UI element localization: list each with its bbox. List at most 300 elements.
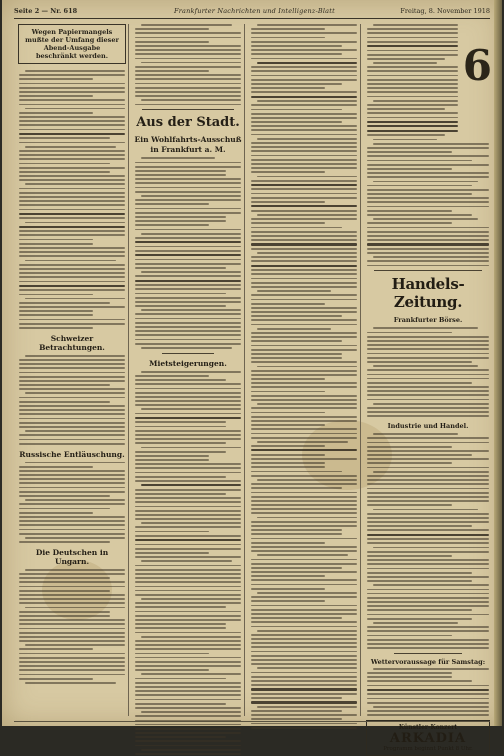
text-line — [251, 235, 357, 237]
text-line — [367, 108, 445, 110]
text-line — [135, 476, 226, 478]
text-line — [19, 276, 125, 278]
text-line — [135, 632, 241, 634]
heading-ungarn: Die Deutschen in Ungarn. — [35, 547, 109, 566]
text-line — [367, 231, 489, 233]
text-line — [135, 623, 226, 625]
article-body — [19, 355, 125, 445]
text-line — [367, 710, 489, 712]
text-line — [251, 218, 357, 220]
text-line — [251, 663, 357, 665]
text-line — [135, 334, 241, 336]
text-line — [251, 642, 357, 644]
text-line — [135, 383, 241, 385]
text-line — [367, 479, 489, 481]
text-line — [251, 727, 357, 729]
text-line — [257, 290, 331, 292]
text-line — [251, 273, 357, 275]
text-line — [135, 301, 241, 303]
text-line — [251, 345, 357, 347]
text-line — [135, 322, 241, 324]
text-line — [251, 525, 357, 527]
text-line — [135, 467, 241, 469]
text-line — [19, 112, 93, 114]
text-line — [135, 267, 226, 269]
text-line — [141, 560, 232, 562]
text-line — [367, 193, 472, 195]
text-line — [135, 627, 226, 629]
text-line — [19, 226, 125, 228]
text-line — [367, 593, 489, 595]
text-line — [19, 306, 125, 308]
text-line — [19, 376, 125, 378]
text-line — [367, 58, 445, 60]
text-line — [367, 626, 489, 628]
text-line — [373, 218, 478, 220]
text-line — [367, 693, 489, 695]
text-line — [135, 326, 241, 328]
text-line — [135, 246, 241, 248]
text-line — [141, 484, 241, 486]
text-line — [251, 412, 325, 414]
text-line — [251, 684, 357, 686]
newspaper-page — [2, 0, 502, 753]
text-line — [373, 547, 489, 549]
text-line — [19, 264, 125, 266]
text-line — [367, 201, 489, 203]
text-line — [257, 252, 357, 254]
text-line — [135, 442, 226, 444]
text-line — [367, 500, 489, 502]
text-line — [19, 247, 125, 249]
text-line — [367, 442, 489, 444]
article-body — [367, 668, 489, 716]
text-line — [367, 41, 458, 43]
text-line — [251, 420, 357, 422]
text-line — [367, 450, 489, 452]
text-line — [135, 284, 241, 286]
text-line — [251, 83, 342, 85]
article-body — [367, 327, 489, 417]
text-line — [25, 70, 125, 72]
text-line — [19, 516, 125, 518]
heading-russian: Russische Entläuschung. — [19, 449, 125, 459]
text-line — [19, 594, 125, 596]
ad-subline: Programm beginnt Punkt 8 Uhr. — [383, 746, 473, 753]
text-line — [19, 632, 125, 634]
text-line — [251, 466, 325, 468]
text-line — [251, 416, 357, 418]
text-line — [19, 213, 125, 215]
text-line — [367, 252, 489, 254]
text-line — [135, 544, 241, 546]
text-line — [251, 91, 357, 93]
text-line — [367, 437, 489, 439]
text-line — [19, 175, 125, 177]
text-line — [367, 210, 452, 212]
text-line — [251, 634, 357, 636]
text-line — [19, 384, 110, 386]
text-line — [135, 237, 241, 239]
text-line — [251, 621, 357, 623]
text-line — [135, 78, 241, 80]
text-line — [135, 191, 241, 193]
text-line — [373, 622, 458, 624]
text-line — [251, 79, 357, 81]
text-line — [251, 500, 357, 502]
text-line — [135, 569, 241, 571]
article-body — [19, 462, 125, 543]
text-line — [135, 703, 226, 705]
text-line — [135, 275, 241, 277]
text-line — [251, 265, 357, 267]
text-line — [251, 718, 342, 720]
article-body — [19, 569, 125, 684]
text-line — [19, 426, 125, 428]
text-line — [251, 646, 357, 648]
text-line — [19, 217, 125, 219]
text-line — [135, 58, 241, 60]
text-line — [367, 680, 472, 682]
text-line — [251, 180, 357, 182]
text-line — [251, 382, 357, 384]
text-line — [19, 124, 125, 126]
arkadia-advertisement — [366, 720, 490, 756]
text-line — [135, 95, 241, 97]
text-line — [135, 459, 209, 461]
text-line — [251, 496, 357, 498]
text-line — [251, 315, 342, 317]
text-line — [251, 58, 357, 60]
text-line — [135, 539, 241, 541]
text-line — [135, 224, 209, 226]
text-line — [251, 357, 342, 359]
text-line — [251, 651, 357, 653]
text-line — [251, 197, 357, 199]
text-line — [251, 239, 357, 241]
text-line — [367, 618, 472, 620]
article-body — [135, 24, 241, 105]
text-line — [25, 146, 116, 148]
text-line — [251, 428, 357, 430]
text-line — [19, 669, 125, 671]
column-2 — [132, 24, 245, 716]
text-line — [251, 613, 357, 615]
text-line — [367, 483, 489, 485]
text-line — [251, 150, 357, 152]
text-line — [25, 607, 125, 609]
text-line — [367, 411, 489, 413]
text-line — [367, 639, 489, 641]
text-line — [257, 592, 357, 594]
text-line — [251, 171, 325, 173]
text-line — [367, 647, 489, 649]
text-line — [135, 49, 241, 51]
text-line — [135, 413, 241, 415]
text-line — [373, 509, 478, 511]
header-masthead: Frankfurter Nachrichten und Intelligenz-Blatt — [174, 7, 335, 15]
text-line — [135, 506, 241, 508]
text-line — [135, 166, 241, 168]
text-line — [367, 130, 458, 132]
text-line — [135, 430, 241, 432]
text-line — [251, 521, 357, 523]
text-line — [141, 636, 241, 638]
text-line — [373, 181, 478, 183]
text-line — [19, 491, 125, 493]
text-line — [135, 640, 241, 642]
text-line — [373, 403, 489, 405]
text-line — [251, 571, 357, 573]
text-line — [251, 386, 357, 388]
text-line — [25, 108, 125, 110]
text-line — [251, 41, 357, 43]
text-line — [19, 310, 93, 312]
text-line — [141, 749, 241, 751]
text-line — [135, 250, 241, 252]
text-line — [135, 330, 241, 332]
text-line — [367, 382, 472, 384]
text-line — [19, 163, 110, 165]
text-line — [135, 229, 241, 231]
text-line — [135, 577, 241, 579]
text-line — [19, 590, 110, 592]
text-line — [373, 327, 478, 329]
text-line — [19, 388, 125, 390]
text-line — [19, 87, 125, 89]
text-line — [251, 353, 342, 355]
text-line — [135, 611, 241, 613]
text-line — [19, 204, 125, 206]
text-line — [251, 449, 357, 451]
text-line — [19, 602, 125, 604]
text-line — [251, 567, 342, 569]
text-line — [19, 99, 125, 101]
text-line — [19, 281, 125, 283]
text-line — [367, 206, 489, 208]
text-line — [135, 753, 241, 755]
text-line — [251, 243, 357, 245]
text-line — [367, 248, 489, 250]
text-line — [367, 172, 489, 174]
text-line — [367, 614, 489, 616]
text-line — [19, 83, 125, 85]
text-line — [25, 499, 125, 501]
text-line — [251, 542, 325, 544]
text-line — [251, 49, 357, 51]
text-line — [367, 104, 458, 106]
text-line — [367, 185, 472, 187]
heading-frankfurter-boerse: Frankfurter Börse. — [393, 316, 463, 325]
text-line — [135, 83, 241, 85]
text-line — [19, 541, 110, 543]
text-line — [19, 648, 93, 650]
text-line — [251, 142, 357, 144]
text-line — [251, 424, 325, 426]
text-line — [251, 87, 325, 89]
text-line — [141, 347, 232, 349]
text-line — [135, 497, 241, 499]
text-line — [141, 271, 241, 273]
text-line — [251, 445, 325, 447]
text-line — [19, 512, 93, 514]
text-line — [19, 74, 125, 76]
text-line — [251, 70, 357, 72]
text-line — [251, 125, 357, 127]
text-line — [135, 489, 241, 491]
text-line — [373, 706, 489, 708]
text-line — [135, 280, 241, 282]
text-line — [25, 462, 125, 464]
text-line — [251, 307, 357, 309]
text-line — [257, 62, 357, 64]
text-line — [257, 24, 357, 26]
heading-swiss: Schweizer Betrachtungen. — [39, 333, 105, 352]
text-line — [135, 745, 241, 747]
text-line — [19, 401, 110, 403]
text-line — [251, 538, 357, 540]
header-date: Freitag, 8. November 1918 — [400, 7, 490, 15]
text-line — [251, 563, 357, 565]
text-line — [25, 537, 125, 539]
text-line — [19, 474, 125, 476]
text-line — [135, 606, 226, 608]
text-line — [251, 462, 325, 464]
text-line — [19, 487, 125, 489]
text-line — [25, 355, 125, 357]
text-line — [373, 139, 437, 141]
text-line — [367, 361, 472, 363]
text-line — [135, 388, 241, 390]
text-line — [367, 117, 458, 119]
text-line — [19, 192, 125, 194]
text-line — [367, 559, 489, 561]
text-line — [135, 53, 241, 55]
text-line — [135, 535, 241, 537]
text-line — [135, 216, 226, 218]
text-line — [135, 531, 209, 533]
text-line — [251, 680, 357, 682]
text-line — [25, 682, 116, 684]
text-line — [251, 701, 357, 703]
text-line — [135, 653, 209, 655]
text-line — [367, 332, 452, 334]
text-line — [19, 495, 110, 497]
text-line — [251, 533, 342, 535]
text-line — [367, 176, 489, 178]
text-line — [19, 598, 125, 600]
text-line — [135, 32, 241, 34]
text-line — [251, 584, 357, 586]
text-line — [251, 697, 342, 699]
text-line — [135, 254, 241, 256]
text-line — [251, 693, 357, 695]
text-line — [19, 116, 125, 118]
text-line — [251, 374, 357, 376]
text-line — [251, 205, 357, 207]
text-line — [367, 32, 458, 34]
text-line — [251, 361, 357, 363]
text-line — [141, 195, 241, 197]
text-line — [135, 438, 241, 440]
text-line — [251, 319, 357, 321]
text-line — [19, 154, 125, 156]
text-line — [135, 170, 226, 172]
text-line — [251, 609, 357, 611]
text-line — [135, 556, 241, 558]
text-line — [19, 289, 125, 291]
text-line — [257, 403, 357, 405]
text-line — [251, 672, 357, 674]
text-line — [19, 439, 125, 441]
text-line — [135, 91, 241, 93]
text-line — [135, 220, 226, 222]
page-header — [14, 4, 490, 19]
heading-aus-der-stadt: Aus der Stadt. — [136, 115, 240, 131]
text-line — [19, 133, 125, 135]
text-line — [251, 159, 357, 161]
text-line — [251, 193, 357, 195]
divider — [394, 653, 462, 654]
text-line — [135, 396, 241, 398]
text-line — [367, 496, 489, 498]
text-line — [257, 667, 357, 669]
text-line — [19, 372, 125, 374]
text-line — [135, 736, 226, 738]
text-line — [19, 314, 93, 316]
text-line — [367, 155, 489, 157]
text-line — [257, 479, 357, 481]
text-line — [251, 129, 357, 131]
text-line — [251, 113, 357, 115]
text-line — [19, 640, 125, 642]
text-line — [251, 146, 357, 148]
article-body — [135, 371, 241, 755]
text-line — [135, 682, 241, 684]
text-line — [19, 294, 93, 296]
text-line — [251, 155, 357, 157]
text-line — [135, 417, 241, 419]
text-line — [135, 212, 241, 214]
text-line — [251, 546, 357, 548]
text-line — [367, 702, 489, 704]
text-line — [251, 579, 357, 581]
column-4 — [364, 24, 492, 753]
text-line — [19, 137, 110, 139]
text-line — [373, 365, 478, 367]
text-line — [367, 340, 489, 342]
text-line — [251, 231, 357, 233]
text-line — [19, 397, 125, 399]
weather-forecast-heading: Wettervoraussage für Samstag: — [370, 657, 486, 666]
text-line — [251, 227, 342, 229]
column-3 — [248, 24, 361, 716]
text-line — [19, 470, 125, 472]
large-numeral: 6 — [462, 41, 492, 90]
text-line — [141, 233, 241, 235]
text-line — [135, 421, 226, 423]
text-line — [135, 552, 209, 554]
text-line — [251, 37, 325, 39]
text-line — [135, 263, 241, 265]
text-line — [135, 728, 241, 730]
text-line — [367, 239, 489, 241]
text-line — [19, 628, 125, 630]
text-line — [19, 234, 125, 236]
text-line — [135, 162, 241, 164]
text-line — [367, 214, 472, 216]
text-line — [367, 517, 489, 519]
